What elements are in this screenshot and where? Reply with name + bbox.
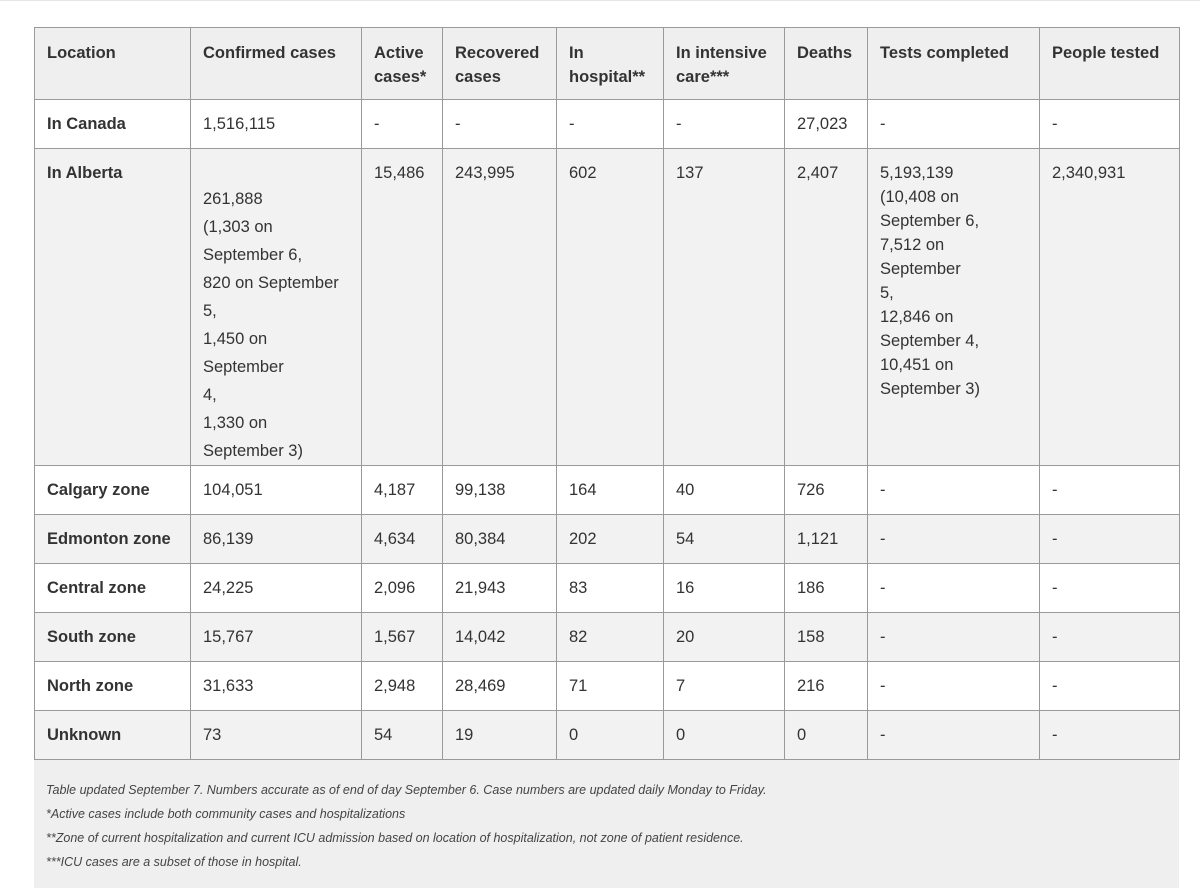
row-location: In Alberta <box>35 149 191 466</box>
cell-icu: - <box>664 100 785 149</box>
footnote-hospitalization-zone: **Zone of current hospitalization and current ICU admission based on location of hospitalization, not zone of patient residence. <box>46 831 744 845</box>
cell-confirmed: 1,516,115 <box>191 100 362 149</box>
row-location: Edmonton zone <box>35 515 191 564</box>
table-row-calgary <box>35 466 1180 515</box>
line: September 3) <box>880 380 980 398</box>
cell-deaths: 2,407 <box>785 149 868 466</box>
line: 5, <box>880 284 894 302</box>
table-row-canada <box>35 100 1180 149</box>
line: September 4, <box>880 332 980 350</box>
table-row-unknown <box>35 711 1180 760</box>
cell-recovered: 14,042 <box>443 613 557 662</box>
cell-active: 15,486 <box>362 149 443 466</box>
cell-deaths: 27,023 <box>785 100 868 149</box>
header-deaths: Deaths <box>785 28 868 100</box>
cell-confirmed: 24,225 <box>191 564 362 613</box>
table-row-edmonton <box>35 515 1180 564</box>
cell-deaths: 158 <box>785 613 868 662</box>
cell-tests: - <box>868 466 1040 515</box>
cell-icu: 16 <box>664 564 785 613</box>
cell-recovered: 19 <box>443 711 557 760</box>
line: 10,451 on <box>880 356 954 374</box>
cell-recovered: 243,995 <box>443 149 557 466</box>
table-row-alberta <box>35 149 1180 466</box>
cell-icu: 40 <box>664 466 785 515</box>
line: 1,330 on <box>203 414 268 432</box>
row-location: Calgary zone <box>35 466 191 515</box>
tests-breakdown <box>880 161 1027 401</box>
cell-hospital: 602 <box>557 149 664 466</box>
cell-people: - <box>1040 711 1180 760</box>
table-row-south <box>35 613 1180 662</box>
covid-stats-table <box>34 27 1180 760</box>
cell-active: 2,096 <box>362 564 443 613</box>
header-in-hospital: In hospital** <box>557 28 664 100</box>
header-location: Location <box>35 28 191 100</box>
cell-confirmed: 31,633 <box>191 662 362 711</box>
cell-recovered: 99,138 <box>443 466 557 515</box>
header-active-cases: Active cases* <box>362 28 443 100</box>
cell-tests: - <box>868 100 1040 149</box>
table-row-north <box>35 662 1180 711</box>
line: 261,888 <box>203 190 263 208</box>
cell-hospital: - <box>557 100 664 149</box>
cell-people: - <box>1040 466 1180 515</box>
confirmed-breakdown <box>203 185 349 465</box>
cell-icu: 20 <box>664 613 785 662</box>
row-location: In Canada <box>35 100 191 149</box>
header-recovered-cases: Recovered cases <box>443 28 557 100</box>
cell-recovered: 21,943 <box>443 564 557 613</box>
line: (10,408 on <box>880 188 959 206</box>
line: 5, <box>203 302 217 320</box>
line: 1,450 on September <box>203 330 284 376</box>
cell-hospital: 164 <box>557 466 664 515</box>
cell-people: - <box>1040 100 1180 149</box>
cell-icu: 54 <box>664 515 785 564</box>
covid-stats-panel <box>34 27 1179 888</box>
cell-recovered: - <box>443 100 557 149</box>
header-tests-completed: Tests completed <box>868 28 1040 100</box>
header-people-tested: People tested <box>1040 28 1180 100</box>
cell-recovered: 80,384 <box>443 515 557 564</box>
line: 12,846 on <box>880 308 954 326</box>
cell-tests <box>868 149 1040 466</box>
cell-tests: - <box>868 613 1040 662</box>
cell-confirmed: 73 <box>191 711 362 760</box>
header-row <box>35 28 1180 100</box>
cell-active: 1,567 <box>362 613 443 662</box>
cell-hospital: 82 <box>557 613 664 662</box>
line: September 6, <box>880 212 980 230</box>
cell-confirmed <box>191 149 362 466</box>
table-footnotes <box>34 760 1179 888</box>
cell-tests: - <box>868 515 1040 564</box>
line: September 3) <box>203 442 303 460</box>
cell-active: 4,187 <box>362 466 443 515</box>
line: 4, <box>203 386 217 404</box>
cell-deaths: 186 <box>785 564 868 613</box>
cell-people: - <box>1040 613 1180 662</box>
footnote-icu: ***ICU cases are a subset of those in hospital. <box>46 855 302 869</box>
cell-people: 2,340,931 <box>1040 149 1180 466</box>
table-row-central <box>35 564 1180 613</box>
cell-people: - <box>1040 662 1180 711</box>
cell-tests: - <box>868 564 1040 613</box>
cell-active: - <box>362 100 443 149</box>
cell-people: - <box>1040 564 1180 613</box>
cell-people: - <box>1040 515 1180 564</box>
header-in-intensive-care: In intensive care*** <box>664 28 785 100</box>
cell-deaths: 1,121 <box>785 515 868 564</box>
line: 7,512 on September <box>880 236 961 278</box>
cell-icu: 7 <box>664 662 785 711</box>
footnote-updated: Table updated September 7. Numbers accurate as of end of day September 6. Case numbers are updated daily Monday to Friday. <box>46 783 767 797</box>
cell-hospital: 83 <box>557 564 664 613</box>
cell-hospital: 0 <box>557 711 664 760</box>
cell-active: 4,634 <box>362 515 443 564</box>
cell-deaths: 216 <box>785 662 868 711</box>
row-location: Unknown <box>35 711 191 760</box>
line: 5,193,139 <box>880 164 954 182</box>
row-location: Central zone <box>35 564 191 613</box>
cell-tests: - <box>868 711 1040 760</box>
line: (1,303 on <box>203 218 273 236</box>
row-location: South zone <box>35 613 191 662</box>
row-location: North zone <box>35 662 191 711</box>
cell-confirmed: 15,767 <box>191 613 362 662</box>
cell-deaths: 726 <box>785 466 868 515</box>
cell-active: 54 <box>362 711 443 760</box>
top-divider <box>0 0 1200 1</box>
footnote-active-cases: *Active cases include both community cases and hospitalizations <box>46 807 406 821</box>
cell-icu: 137 <box>664 149 785 466</box>
cell-deaths: 0 <box>785 711 868 760</box>
line: September 6, <box>203 246 303 264</box>
cell-tests: - <box>868 662 1040 711</box>
cell-active: 2,948 <box>362 662 443 711</box>
cell-confirmed: 86,139 <box>191 515 362 564</box>
cell-hospital: 71 <box>557 662 664 711</box>
header-confirmed-cases: Confirmed cases <box>191 28 362 100</box>
cell-recovered: 28,469 <box>443 662 557 711</box>
cell-hospital: 202 <box>557 515 664 564</box>
cell-icu: 0 <box>664 711 785 760</box>
line: 820 on September <box>203 274 339 292</box>
cell-confirmed: 104,051 <box>191 466 362 515</box>
